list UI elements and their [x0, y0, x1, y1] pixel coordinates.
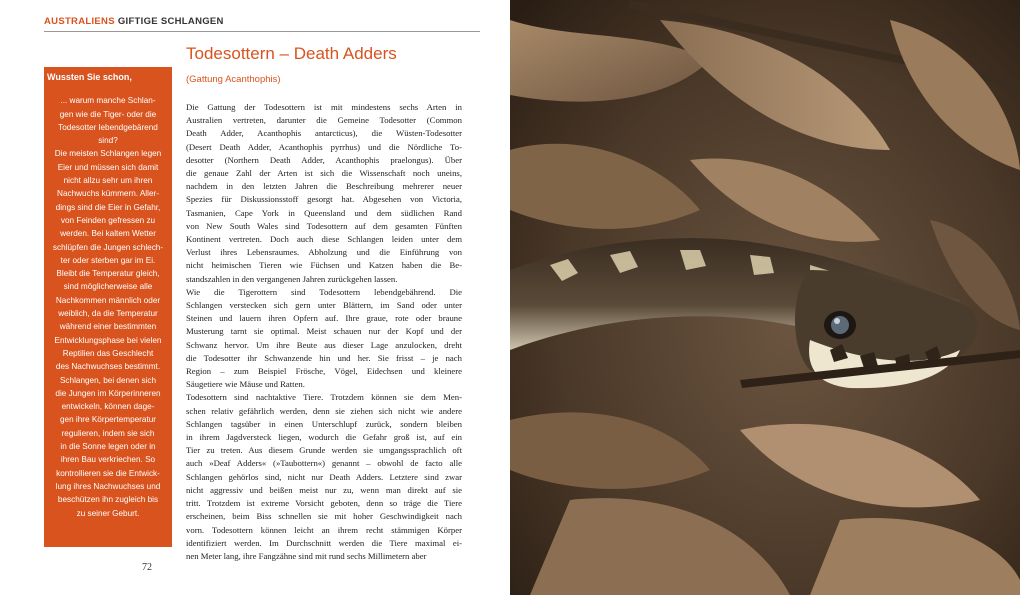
body-line: nachdem in den letzten Jahren die Beschreibung mehrerer neuer — [186, 181, 462, 192]
body-line: Region – zum Beispiel Frösche, Vögel, Eidechsen und kleinere — [186, 366, 462, 377]
sidebar-line: werden. Bei kaltem Wetter — [60, 229, 156, 239]
body-line: Musterung tarnt sie optimal. Meist schauen nur der Kopf und der — [186, 326, 462, 337]
sidebar-line: nicht allzu sehr um ihren — [63, 176, 153, 186]
death-adder-photo — [510, 0, 1020, 595]
body-line: nen Meter lang, ihre Fangzähne sind mit rund sechs Millimetern aber — [186, 550, 427, 561]
sidebar-line: schlüpfen die Jungen schlech- — [52, 242, 164, 252]
body-line: Wie die Tigerottern sind Todesottern lebendgebährend. Die — [186, 286, 462, 297]
body-line: Schwanz hervor. Um ihre Beute aus dieser Lage anzulocken, dreht — [186, 339, 462, 350]
sidebar-title: Wussten Sie schon, — [47, 72, 132, 82]
body-line: nicht aggressiv und beißen meist nur zu, wenn man direkt auf sie — [186, 484, 462, 495]
sidebar-line: Eier und müssen sich damit — [57, 162, 159, 172]
body-text — [186, 101, 462, 563]
body-line: Verlust ihres Lebensraumes. Abholzung und die Einführung von — [186, 247, 462, 258]
running-head-rest: GIFTIGE SCHLANGEN — [117, 16, 224, 27]
sidebar-line: ter oder sterben gar im Ei. — [60, 255, 156, 265]
sidebar-line: sind? — [98, 136, 118, 146]
sidebar-line: von Feinden gefressen zu — [60, 215, 156, 225]
sidebar-line: weiblich, da die Temperatur — [58, 309, 158, 319]
sidebar-line: Entwicklungsphase bei vielen — [54, 335, 162, 345]
sidebar-line: zu seiner Geburt. — [76, 508, 140, 518]
sidebar-line: die Jungen im Körperinneren — [55, 388, 161, 398]
body-line: desotter (Northern Death Adder, Acanthophis praelongus). Über — [186, 154, 462, 165]
sidebar-line: Todesotter lebendgebärend — [58, 122, 158, 132]
body-line: Schlangen tagsüber in einen Unterschlupf zurück, sondern bleiben — [186, 418, 462, 429]
body-line: auch »Deaf Adders« (»Taubottern«) genannt – obwohl de facto alle — [186, 458, 462, 469]
sidebar-line: des Nachwuchses bestimmt. — [55, 362, 161, 372]
sidebar-line: ... warum manche Schlan- — [60, 96, 156, 106]
sidebar-line: regulieren, indem sie sich — [61, 428, 155, 438]
page-number: 72 — [142, 562, 152, 573]
sidebar-line: kontrollieren sie die Entwick- — [56, 468, 160, 478]
sidebar-line: Die meisten Schlangen legen — [54, 149, 162, 159]
header-rule — [44, 31, 480, 32]
right-page — [510, 0, 1020, 595]
body-line: tritt. Trotzdem ist extreme Vorsicht geboten, denn so träge die Tiere — [186, 498, 462, 509]
body-line: Tier zu treten. Aus diesem Grunde werden sie umgangssprachlich oft — [186, 445, 462, 456]
body-line: Schlangen gehörlos sind, nicht nur Death Adders. Letztere sind zwar — [186, 471, 462, 482]
body-line: Steinen und lauern ihren Opfern auf. Ihre graue, rote oder braune — [186, 313, 462, 324]
sidebar-line: entwickeln, können dage- — [61, 402, 155, 412]
sidebar-line: dings sind die Eier in Gefahr, — [55, 202, 161, 212]
page-subtitle: (Gattung Acanthophis) — [186, 74, 281, 85]
body-line: Spezies für Diskussionsstoff gesorgt hat. Abgesehen von Victoria, — [186, 194, 462, 205]
sidebar-line: sind möglicherweise alle — [63, 282, 153, 292]
body-line: standszahlen in den vergangenen Jahren zurückgehen lassen. — [186, 273, 398, 284]
body-line: vorn. Todesottern können leicht an ihrem recht stämmigen Körper — [186, 524, 462, 535]
sidebar-text — [44, 94, 172, 520]
sidebar-line: beschützen ihn zugleich bis — [57, 495, 159, 505]
sidebar-line: lung ihres Nachwuchses und — [55, 481, 161, 491]
sidebar-line: Nachkommen männlich oder — [55, 295, 161, 305]
body-line: (Desert Death Adder, Acanthophis pyrrhus) und die Nördliche To- — [186, 141, 462, 152]
sidebar-line: in die Sonne legen oder in — [60, 442, 156, 452]
body-line: die genaue Zahl der Arten ist sich die Wissenschaft noch uneins, — [186, 168, 462, 179]
body-line: von New South Wales sind Todesottern auf dem gesamten Fünften — [186, 220, 462, 231]
body-line: nicht heimischen Tieren wie Füchsen und Katzen haben die Be- — [186, 260, 462, 271]
sidebar-line: Nachwuchs kümmern. Aller- — [57, 189, 159, 199]
body-line: Schlangen verstecken sich gern unter Blättern, im Sand oder unter — [186, 300, 462, 311]
body-line: die Todesotter ihr Schwanzende hin und her. Sie frisst – je nach — [186, 352, 462, 363]
body-line: schen relativ gefährlich werden, denn sie ziehen sich nicht wie andere — [186, 405, 462, 416]
body-line: Death Adder, Acanthophis antarcticus), die Wüsten-Todesotter — [186, 128, 462, 139]
page-title: Todesottern – Death Adders — [186, 44, 397, 63]
body-line: Kontinent vertreten. Doch auch diese Schlangen leiden unter dem — [186, 234, 462, 245]
sidebar-line: ihren Bau verkriechen. So — [60, 455, 156, 465]
body-line: identifiziert werden. Im Durchschnitt werden die Tiere maximal ei- — [186, 537, 462, 548]
sidebar-line: Schlangen, bei denen sich — [59, 375, 157, 385]
body-line: Säugetiere wie Mäuse und Ratten. — [186, 379, 305, 390]
body-line: Tasmanien, Cape York in Queensland und dem südlichen Rand — [186, 207, 462, 218]
body-line: in ihrem Jagdversteck liegen, wodurch die Gefahr groß ist, auf ein — [186, 432, 462, 443]
sidebar-line: Reptilien das Geschlecht — [62, 348, 154, 358]
running-head — [44, 16, 224, 27]
sidebar-line: gen ihre Körpertemperatur — [59, 415, 157, 425]
sidebar-line: Bleibt die Temperatur gleich, — [56, 269, 160, 279]
sidebar-box — [44, 67, 172, 547]
body-line: erscheinen, beim Biss schnellen sie mit hoher Geschwindigkeit nach — [186, 511, 462, 522]
body-line: Todesottern sind nachtaktive Tiere. Trotzdem können sie dem Men- — [186, 392, 462, 403]
body-line: Australien vertreten, darunter die Gemeine Todesotter (Common — [186, 115, 462, 126]
sidebar-line: während einer bestimmten — [59, 322, 157, 332]
sidebar-line: gen wie die Tiger- oder die — [59, 109, 157, 119]
body-line: Die Gattung der Todesottern ist mit mindestens sechs Arten in — [186, 102, 462, 112]
running-head-accent: AUSTRALIENS — [44, 16, 115, 27]
